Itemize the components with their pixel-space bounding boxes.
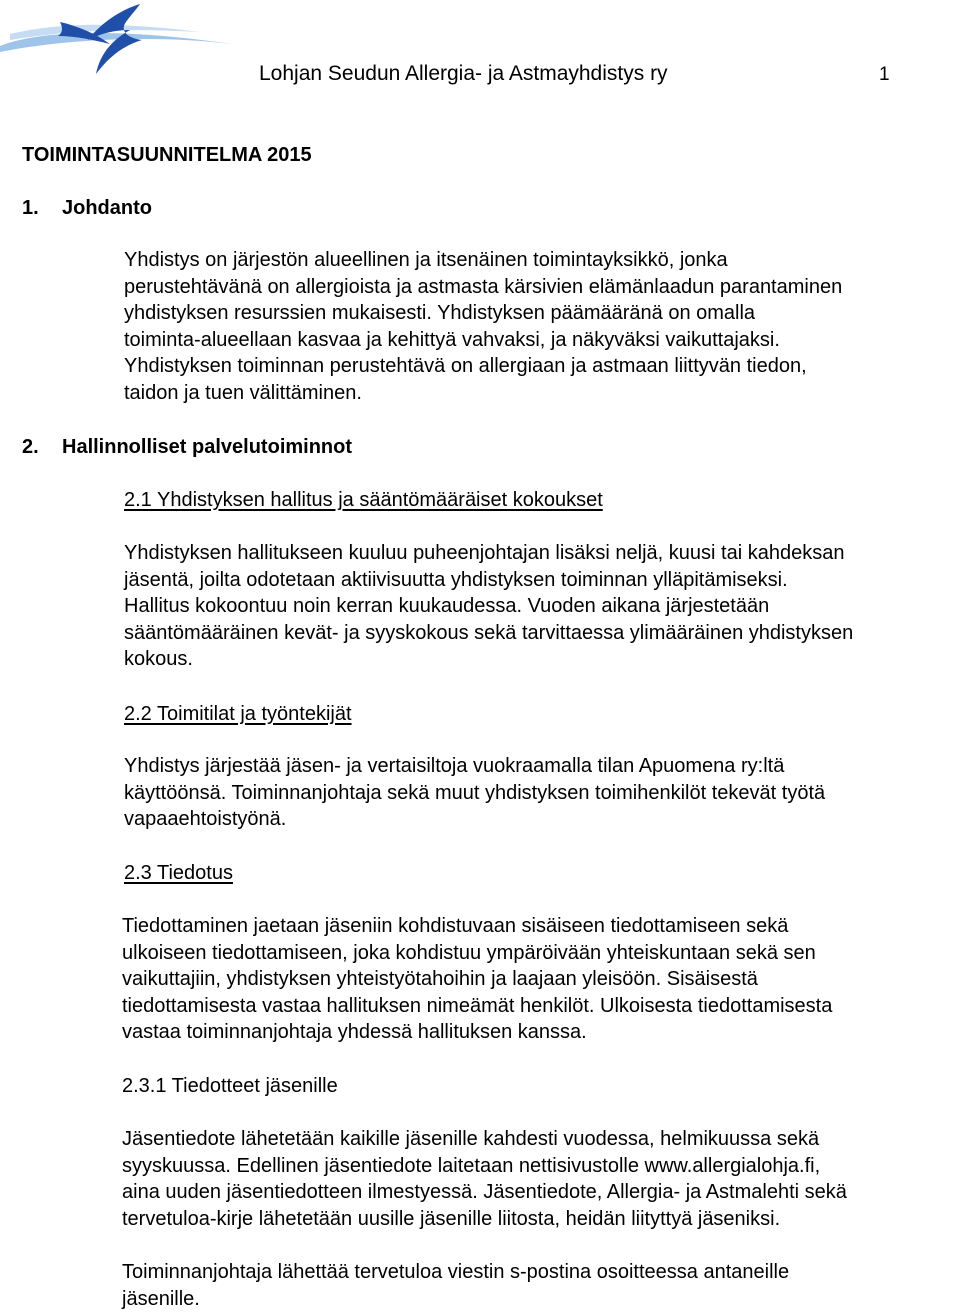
paragraph-jasentiedote <box>122 1126 847 1232</box>
text-line: Jäsentiedote lähetetään kaikille jäsenille kahdesti vuodessa, helmikuussa sekä <box>122 1128 820 1150</box>
text-line: aina uuden jäsentiedotteen ilmestyessä. Jäsentiedote, Allergia- ja Astmalehti sekä <box>122 1181 847 1204</box>
subsection-heading-2-3: 2.3 Tiedotus <box>124 862 233 884</box>
text-line: vastaa toiminnanjohtaja yhdessä hallituksen kanssa. <box>122 1021 587 1044</box>
text-line: tervetuloa-kirje lähetetään uusille jäsenille liitosta, heidän liityttyä jäseniksi. <box>122 1207 781 1230</box>
text-line: yhdistyksen resurssien mukaisesti. Yhdistyksen päämääränä on omalla <box>124 302 756 325</box>
text-line: kokous. <box>124 648 193 671</box>
text-line: Yhdistyksen toiminnan perustehtävä on allergiaan ja astmaan liittyvän tiedon, <box>124 355 807 378</box>
paragraph-tervetuloa <box>122 1259 789 1312</box>
section-heading-johdanto <box>22 194 152 222</box>
text-line: tiedottamisesta vastaa hallituksen nimeämät henkilöt. Ulkoisesta tiedottamisesta <box>122 994 833 1017</box>
swallow-logo-icon <box>0 0 232 80</box>
section-title: Hallinnolliset palvelutoiminnot <box>62 436 353 458</box>
text-line: sääntömääräinen kevät- ja syyskokous sekä tarvittaessa ylimääräinen yhdistyksen <box>124 621 854 644</box>
text-line: ulkoiseen tiedottamiseen, joka kohdistuu ympäröivään yhteiskuntaan sekä sen <box>122 941 816 964</box>
subsection-heading-2-3-1: 2.3.1 Tiedotteet jäsenille <box>122 1075 338 1097</box>
paragraph-toimitilat <box>124 753 825 833</box>
section-number: 2. <box>22 436 39 458</box>
text-line: Yhdistys järjestää jäsen- ja vertaisiltoja vuokraamalla tilan Apuomena ry:ltä <box>124 755 785 777</box>
subsection-heading-2-2: 2.2 Toimitilat ja työntekijät <box>124 703 352 725</box>
organization-logo <box>0 0 232 80</box>
text-line: jäsentä, joilta odotetaan aktiivisuutta yhdistyksen toiminnan ylläpitämiseksi. <box>124 568 788 591</box>
subsection-heading-2-1: 2.1 Yhdistyksen hallitus ja sääntömääräiset kokoukset <box>124 489 603 511</box>
page-number: 1 <box>879 64 890 85</box>
text-line: käyttöönsä. Toiminnanjohtaja sekä muut yhdistyksen toimihenkilöt tekevät työtä <box>124 781 826 804</box>
section-heading-hallinnolliset <box>22 433 352 461</box>
text-line: Tiedottaminen jaetaan jäseniin kohdistuvaan sisäiseen tiedottamiseen sekä <box>122 915 789 937</box>
paragraph-tiedotus <box>122 913 832 1046</box>
text-line: syyskuussa. Edellinen jäsentiedote laitetaan nettisivustolle www.allergialohja.fi, <box>122 1154 821 1177</box>
text-line: toiminta-alueellaan kasvaa ja kehittyä vahvaksi, ja näkyväksi vaikuttajaksi. <box>124 328 780 351</box>
text-line: Hallitus kokoontuu noin kerran kuukaudessa. Vuoden aikana järjestetään <box>124 595 770 618</box>
paragraph-johdanto <box>124 247 842 407</box>
text-line: jäsenille. <box>122 1287 200 1310</box>
text-line: vapaaehtoistyönä. <box>124 808 287 831</box>
text-line: vaikuttajiin, yhdistyksen yhteistyötahoihin ja laajaan yleisöön. Sisäisestä <box>122 968 758 991</box>
text-line: Yhdistyksen hallitukseen kuuluu puheenjohtajan lisäksi neljä, kuusi tai kahdeksan <box>124 542 845 564</box>
section-number: 1. <box>22 197 39 219</box>
text-line: Yhdistys on järjestön alueellinen ja itsenäinen toimintayksikkö, jonka <box>124 249 728 271</box>
text-line: taidon ja tuen välittäminen. <box>124 381 362 404</box>
section-title: Johdanto <box>62 197 152 219</box>
paragraph-hallitus <box>124 540 853 673</box>
document-title: TOIMINTASUUNNITELMA 2015 <box>22 144 312 166</box>
text-line: perustehtävänä on allergioista ja astmasta kärsivien elämänlaadun parantaminen <box>124 275 843 298</box>
organization-name: Lohjan Seudun Allergia- ja Astmayhdistys ry <box>259 62 668 85</box>
text-line: Toiminnanjohtaja lähettää tervetuloa viestin s-postina osoitteessa antaneille <box>122 1261 790 1283</box>
